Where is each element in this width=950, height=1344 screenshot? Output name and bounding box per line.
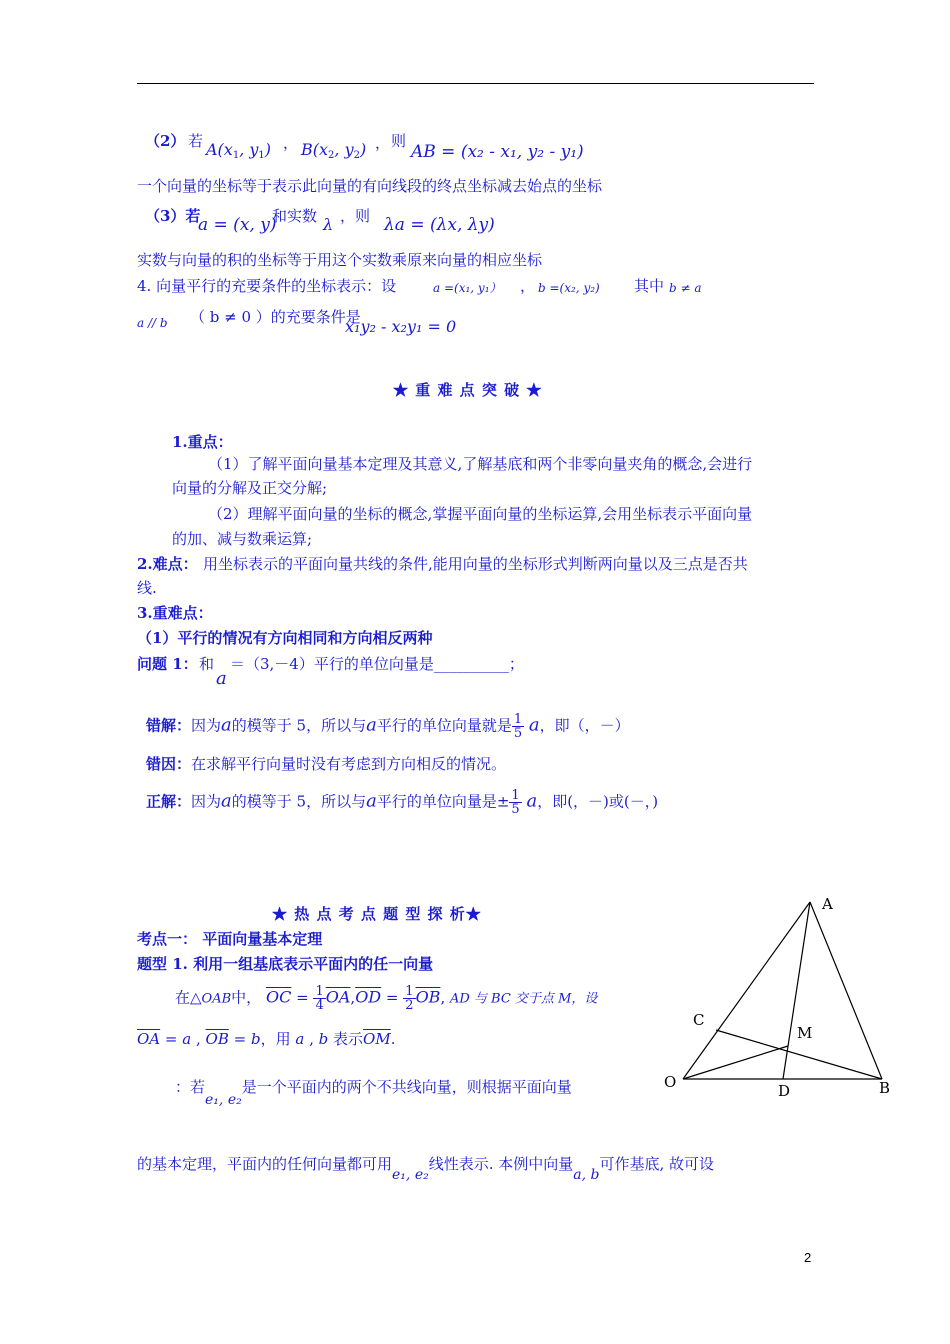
item4-parallel: a // b xyxy=(137,316,168,330)
item4-a-def: a =(x₁, y₁） xyxy=(433,281,502,295)
cause-line xyxy=(146,755,506,773)
vec-oa: $\overline{OA}$ xyxy=(325,987,351,1007)
last-ab: a, b xyxy=(573,1167,600,1183)
section1-p2-text2: 线. xyxy=(137,579,157,597)
line2-ob: $\overline{OB}$ xyxy=(205,1030,229,1048)
section1-p2-text: 用坐标表示的平面向量共线的条件,能用向量的坐标形式判断两向量以及三点是否共 xyxy=(203,555,748,573)
section1-p1-b: （2）理解平面向量的坐标的概念,掌握平面向量的坐标运算,会用坐标表示平面向量 xyxy=(208,505,753,523)
q1-rest: ＝（3,－4）平行的单位向量是__________； xyxy=(230,655,524,673)
label-c: C xyxy=(693,1011,705,1029)
section1-title: ★ 重 难 点 突 破 ★ xyxy=(393,381,543,399)
err-text1: 因为 xyxy=(191,716,222,735)
line2-om: $\overline{OM}$ xyxy=(363,1030,391,1048)
segment-ad xyxy=(783,902,813,1079)
err-line xyxy=(146,713,630,740)
item4-b-def: b =(x₂, y₂) xyxy=(538,281,600,295)
right-text4: ，即(，－)或(－，) xyxy=(537,792,659,811)
line2-use: ，用 xyxy=(260,1030,291,1048)
cause-text: 在求解平行向量时没有考虑到方向相反的情况。 xyxy=(191,755,507,773)
tx-label: 题型 1. 利用一组基底表示平面内的任一向量 xyxy=(137,955,434,973)
err-a2: a xyxy=(366,714,377,736)
right-a2: a xyxy=(366,790,377,812)
kd-label: 考点一： 平面向量基本定理 xyxy=(137,930,323,948)
section1-p1-b2: 的加、减与数乘运算; xyxy=(172,530,313,548)
q1-label: 问题 1： xyxy=(137,655,198,673)
err-text2: 的模等于 5，所以与 xyxy=(231,716,367,735)
item3-label: （3）若 xyxy=(145,207,201,225)
item2-ab-formula: AB = (x₂ - x₁, y₂ - y₁) xyxy=(411,142,584,162)
item2-b-point: $B(x_2$, $y_2$) xyxy=(301,140,367,161)
hint-line xyxy=(175,1078,572,1108)
line2-a: a xyxy=(182,1030,192,1048)
err-fraction: $\frac{1}{5}$ xyxy=(513,712,523,741)
item4-cond-paren: （ b ≠ 0 ）的充要条件是 xyxy=(190,308,361,326)
hint-e: e₁, e₂ xyxy=(205,1092,242,1108)
problem-line2: $\overline{OA} = a$ , $\overline{OB} = b$，用 a , b 表示$\overline{OM}$. xyxy=(137,1030,396,1048)
right-a1: a xyxy=(221,790,232,812)
q1-text: 和 xyxy=(199,655,215,673)
right-text2: 的模等于 5，所以与 xyxy=(231,792,367,811)
problem-ad-bc: AD 与 BC 交于点 M，设 xyxy=(449,991,598,1007)
item2-comma1: ， xyxy=(283,134,299,152)
label-o: O xyxy=(664,1073,677,1091)
item2-comma2: ， xyxy=(375,134,391,152)
section1-p3-head: 3.重难点： xyxy=(137,604,213,622)
eq2: = xyxy=(385,988,399,1007)
last-e: e₁, e₂ xyxy=(392,1167,429,1183)
item3-lambda: λ xyxy=(323,215,334,234)
cause-label: 错因： xyxy=(146,755,192,773)
item4-cond-formula: x₁y₂ - x₂y₁ = 0 xyxy=(345,317,457,336)
section1-p1-a2: 向量的分解及正交分解; xyxy=(172,479,328,497)
right-line xyxy=(146,789,658,816)
line2-express: 表示 xyxy=(333,1030,364,1048)
err-a1: a xyxy=(221,714,232,736)
item3-lambda-a: λa = (λx, λy) xyxy=(384,215,495,235)
vec-oc: $\overline{OC}$ xyxy=(265,987,292,1007)
edge-ab xyxy=(810,902,882,1079)
item2-ruo: 若 xyxy=(188,132,204,150)
last-line xyxy=(137,1155,715,1183)
line2-b2: b xyxy=(318,1030,329,1048)
label-b: B xyxy=(879,1079,891,1097)
item4-line1: 4. 向量平行的充要条件的坐标表示：设 xyxy=(137,277,397,295)
item2-a-point: $A(x_1$, $y_1$) xyxy=(206,140,272,161)
item3-and-real: 和实数 xyxy=(272,207,318,225)
line2-b: b xyxy=(250,1030,261,1048)
hint-text: 是一个平面内的两个不共线向量，则根据平面向量 xyxy=(241,1078,572,1096)
last-a: 的基本定理，平面内的任何向量都可用 xyxy=(137,1155,393,1173)
segment-om xyxy=(683,1046,788,1079)
vec-ob: $\overline{OB}$ xyxy=(415,987,441,1007)
line2-end: . xyxy=(390,1030,396,1048)
right-a3: a xyxy=(526,790,538,812)
right-fraction: $\frac{1}{5}$ xyxy=(511,788,520,817)
section1-p3-sub: （1）平行的情况有方向相同和方向相反两种 xyxy=(137,629,433,647)
label-a: A xyxy=(822,895,833,913)
item2-explain: 一个向量的坐标等于表示此向量的有向线段的终点坐标减去始点的坐标 xyxy=(137,177,603,195)
item2-label: （2） xyxy=(145,132,186,150)
section2-title: ★ 热 点 考 点 题 型 探 析★ xyxy=(272,905,482,923)
right-text1: 因为 xyxy=(191,792,222,811)
line2-oa: $\overline{OA}$ xyxy=(137,1030,161,1048)
frac-1-4: $\frac{1}{4}$ xyxy=(315,984,324,1013)
triangle-diagram xyxy=(660,890,900,1105)
section1-p1-a: （1）了解平面向量基本定理及其意义,了解基底和两个非零向量夹角的概念,会进行 xyxy=(208,455,753,473)
right-text3: 平行的单位向量是± xyxy=(376,792,510,811)
item4-qizhong: 其中 xyxy=(634,277,665,295)
item3-a-eq: a = (x, y) xyxy=(198,215,277,235)
right-label: 正解： xyxy=(146,792,192,811)
label-d: D xyxy=(778,1082,791,1100)
section1-p2-head: 2.难点： xyxy=(137,555,198,573)
eq1: = xyxy=(296,988,309,1007)
err-label: 错解： xyxy=(146,716,192,735)
page-number: 2 xyxy=(804,1250,812,1265)
item4-comma: ， xyxy=(520,277,536,295)
problem-line: 在△OAB中， $\overline{OC}$ = $\frac{1}{4}$ $\overline{OA},\overline{OD}$ = $\frac{1}{2}$ $\overline{OB}$, AD 与 BC 交于点 M，设 xyxy=(175,984,598,1013)
line2-a2: a xyxy=(295,1030,305,1048)
err-a3: a xyxy=(528,714,540,736)
frac-1-2: $\frac{1}{2}$ xyxy=(405,984,414,1013)
err-text3: 平行的单位向量就是 xyxy=(376,716,512,735)
q1-a: a xyxy=(216,668,227,689)
problem-a: 在△ xyxy=(175,988,202,1007)
last-c: 可作基底, 故可设 xyxy=(599,1155,715,1173)
section1-p1-head: 1.重点： xyxy=(172,433,233,451)
problem-b: 中， xyxy=(231,988,262,1007)
header-rule xyxy=(137,83,814,84)
hint-pre: ：若 xyxy=(175,1078,206,1096)
vec-od: $\overline{OD}$ xyxy=(355,987,382,1007)
problem-oab: OAB xyxy=(201,991,232,1007)
item2-ze: 则 xyxy=(391,132,407,150)
item4-b-ne-a: b ≠ a xyxy=(669,281,702,295)
label-m: M xyxy=(797,1024,813,1042)
err-text4: ，即（，－） xyxy=(539,716,630,735)
item3-ze: ，则 xyxy=(340,207,371,225)
item3-explain: 实数与向量的积的坐标等于用这个实数乘原来向量的相应坐标 xyxy=(137,251,543,269)
last-b: 线性表示. 本例中向量 xyxy=(428,1155,574,1173)
